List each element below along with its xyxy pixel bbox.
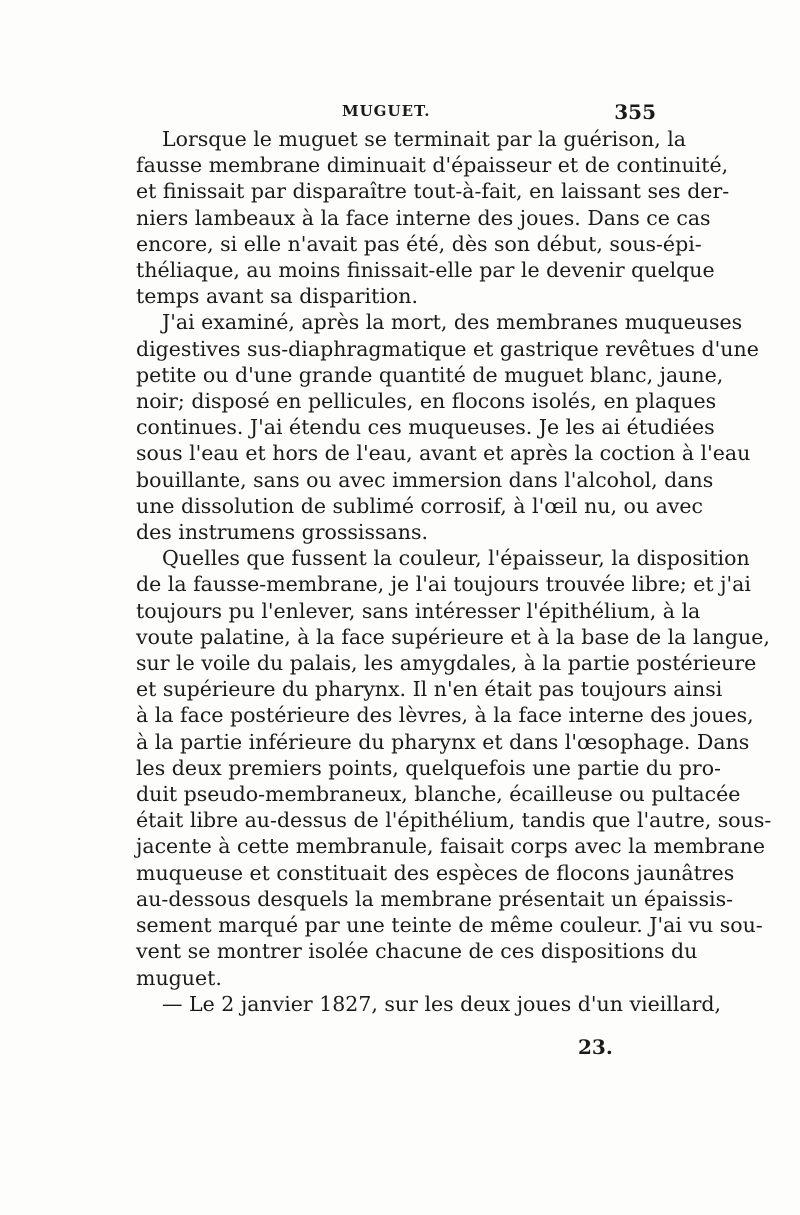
text-line: toujours pu l'enlever, sans intéresser l'épithélium, à la xyxy=(136,598,701,623)
text-line: et supérieure du pharynx. Il n'en était pas toujours ainsi xyxy=(136,677,723,702)
text-line: sur le voile du palais, les amygdales, à la partie postérieure xyxy=(136,651,757,676)
text-line: était libre au-dessus de l'épithélium, tandis que l'autre, sous- xyxy=(136,808,772,833)
text-line: une dissolution de sublimé corrosif, à l'œil nu, ou avec xyxy=(136,493,704,518)
text-line: à la face postérieure des lèvres, à la face interne des joues, xyxy=(136,703,754,728)
text-line: muqueuse et constituait des espèces de flocons jaunâtres xyxy=(136,860,735,885)
page-header xyxy=(132,100,656,124)
text-line: Quelles que fussent la couleur, l'épaisseur, la disposition xyxy=(162,546,750,571)
text-line: Lorsque le muguet se terminait par la guérison, la xyxy=(162,127,687,151)
text-line: digestives sus-diaphragmatique et gastrique revêtues d'une xyxy=(136,336,759,361)
text-line: bouillante, sans ou avec immersion dans l'alcohol, dans xyxy=(136,467,714,492)
text-line: petite ou d'une grande quantité de muguet blanc, jaune, xyxy=(136,362,724,387)
text-line: et finissait par disparaître tout-à-fait, en laissant ses der- xyxy=(136,179,730,204)
text-line: les deux premiers points, quelquefois une partie du pro- xyxy=(136,755,721,780)
text-line: temps avant sa disparition. xyxy=(136,284,418,309)
text-line: des instrumens grossissans. xyxy=(136,520,428,545)
text-line: vent se montrer isolée chacune de ces dispositions du xyxy=(136,939,698,964)
text-line: jacente à cette membranule, faisait corps avec la membrane xyxy=(136,834,765,859)
text-line: niers lambeaux à la face interne des joues. Dans ce cas xyxy=(136,205,711,230)
text-line: sous l'eau et hors de l'eau, avant et après la coction à l'eau xyxy=(136,441,751,466)
text-line: muguet. xyxy=(136,965,222,990)
text-line: noir; disposé en pellicules, en flocons isolés, en plaques xyxy=(136,389,717,414)
signature-mark: 23. xyxy=(578,1035,613,1059)
text-line: J'ai examiné, après la mort, des membranes muqueuses xyxy=(162,310,743,335)
body-text xyxy=(136,126,772,1017)
text-line: voute palatine, à la face supérieure et à la base de la langue, xyxy=(136,624,770,649)
text-line: — Le 2 janvier 1827, sur les deux joues d'un vieillard, xyxy=(162,991,722,1016)
text-line: à la partie inférieure du pharynx et dans l'œsophage. Dans xyxy=(136,729,750,754)
text-line: continues. J'ai étendu ces muqueuses. Je les ai étudiées xyxy=(136,415,715,440)
text-line: au-dessous desquels la membrane présentait un épaissis- xyxy=(136,886,734,911)
page-number: 355 xyxy=(614,100,656,124)
text-line: duit pseudo-membraneux, blanche, écailleuse ou pultacée xyxy=(136,782,741,807)
running-head: MUGUET. xyxy=(342,102,431,120)
text-line: de la fausse-membrane, je l'ai toujours trouvée libre; et j'ai xyxy=(136,572,751,597)
text-line: encore, si elle n'avait pas été, dès son début, sous-épi- xyxy=(136,231,702,256)
text-line: théliaque, au moins finissait-elle par le devenir quelque xyxy=(136,258,715,283)
text-line: sement marqué par une teinte de même couleur. J'ai vu sou- xyxy=(136,913,763,938)
text-line: fausse membrane diminuait d'épaisseur et de continuité, xyxy=(136,153,729,178)
